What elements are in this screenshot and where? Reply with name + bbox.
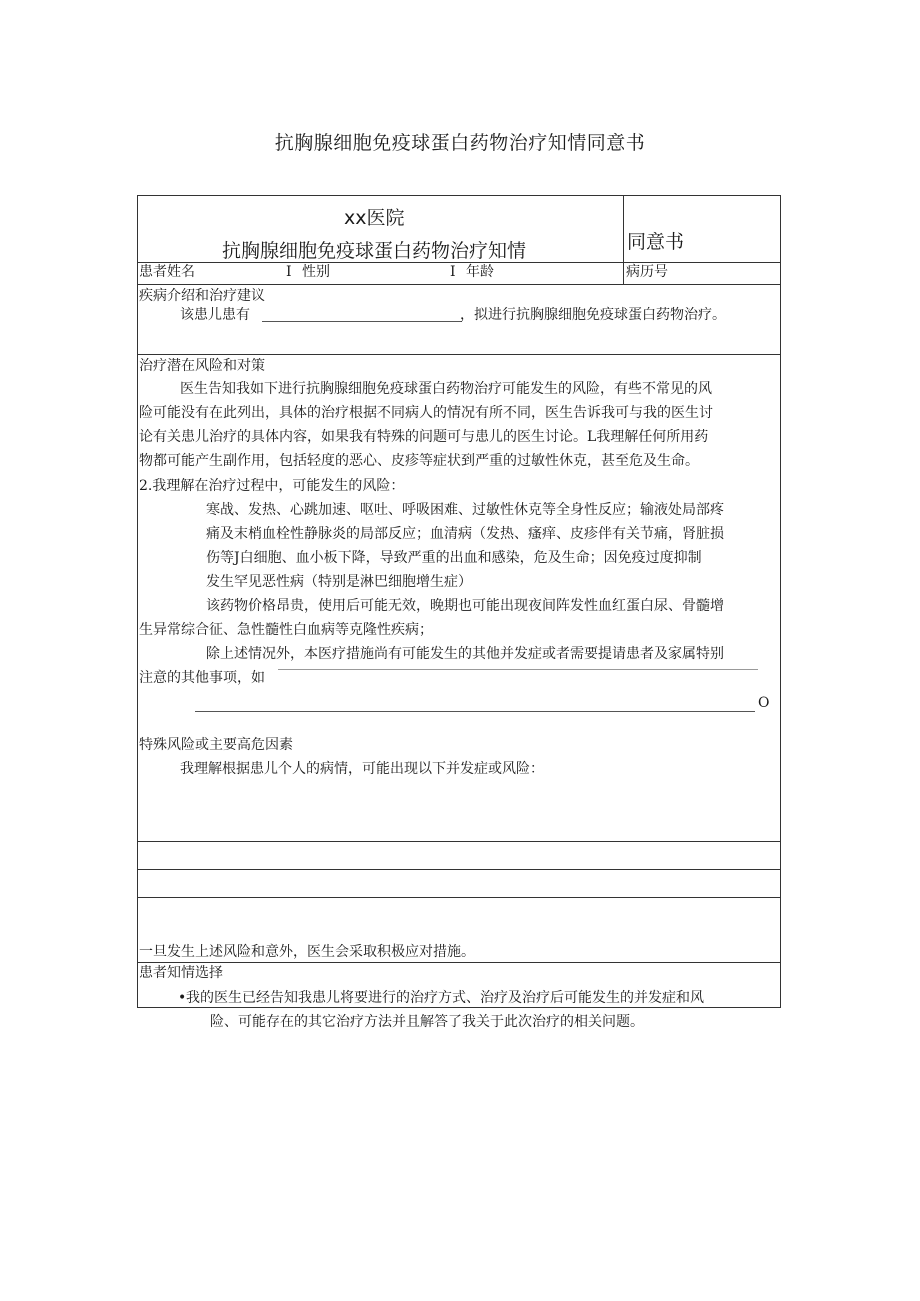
record-divider [623,262,624,284]
row-divider [138,284,780,285]
other-risks-line: 除上述情况外，本医疗措施尚有可能发生的其他并发症或者需要提请患者及家属特别 [206,646,724,662]
other-risks-blank[interactable] [278,669,758,670]
diagnosis-suffix: ，拟进行抗胸腺细胞免疫球蛋白药物治疗。 [460,307,726,323]
risk-intro-line: 医生告知我如下进行抗胸腺细胞免疫球蛋白药物治疗可能发生的风险，有些不常见的风 [180,381,712,397]
diagnosis-prefix: 该患儿患有 [180,307,250,323]
choice-line: 险、可能存在的其它治疗方法并且解答了我关于此次治疗的相关问题。 [210,1014,644,1030]
row-divider [138,262,780,263]
risk-intro-line: 险可能没有在此列出，具体的治疗根据不同病人的情况有所不同，医生告诉我可与我的医生讨 [139,405,713,421]
disease-heading: 疾病介绍和治疗建议 [139,288,265,304]
form-subtitle: 抗胸腺细胞免疫球蛋白药物治疗知情 [222,240,527,261]
end-mark: O [758,695,770,711]
risk-intro-line: 论有关患儿治疗的具体内容，如果我有特殊的问题可与患儿的医生讨论。L我理解任何所用药 [139,429,709,445]
price-line: 该药物价格昂贵，使用后可能无效，晚期也可能出现夜间阵发性血红蛋白尿、骨髓增 [206,598,724,614]
risk-intro-line: 物都可能产生副作用，包括轻度的恶心、皮疹等症状到严重的过敏性休克，甚至危及生命。 [139,453,699,469]
row-divider [138,897,780,898]
medical-record-label: 病历号 [626,264,668,280]
risk-detail-line: 发生罕见恶性病（特别是淋巴细胞增生症） [206,574,472,590]
age-separator: I [450,264,456,280]
risk-detail-line: 寒战、发热、心跳加速、呕吐、呼吸困难、过敏性休克等全身性反应；输液处局部疼 [206,502,724,518]
special-risk-text: 我理解根据患儿个人的病情，可能出现以下并发症或风险： [180,761,544,777]
row-divider [138,354,780,355]
hospital-name: xx医院 [344,207,405,229]
price-line: 生异常综合征、急性髓性白血病等克隆性疾病； [139,622,433,638]
gender-label: 性别 [302,264,330,280]
risk-detail-line: 痛及末梢血栓性静脉炎的局部反应；血清病（发热、瘙痒、皮疹伴有关节痛，肾脏损 [206,526,724,542]
other-risks-blank-2[interactable] [195,711,755,712]
row-divider [138,962,780,963]
diagnosis-blank[interactable] [262,321,462,322]
subtitle-clip [222,240,602,261]
choice-line: 我的医生已经告知我患儿将要进行的治疗方式、治疗及治疗后可能发生的并发症和风 [186,990,704,1006]
form-subtitle-end: 同意书 [627,231,685,253]
patient-name-label: 患者姓名 [139,264,195,280]
document-title: 抗胸腺细胞免疫球蛋白药物治疗知情同意书 [274,132,646,154]
bullet-icon: • [178,990,187,1006]
measures-text: 一旦发生上述风险和意外，医生会采取积极应对措施。 [139,944,475,960]
risk-item-2: 2.我理解在治疗过程中，可能发生的风险： [139,478,405,494]
row-divider [138,869,780,870]
special-risk-heading: 特殊风险或主要高危因素 [139,737,293,753]
other-risks-line: 注意的其他事项，如 [139,670,265,686]
row-divider [138,841,780,842]
choice-heading: 患者知情选择 [139,965,223,981]
risk-detail-line: 伤等J白细胞、血小板下降，导致严重的出血和感染，危及生命；因免疫过度抑制 [206,550,702,566]
consent-form-table [137,195,781,1030]
header-divider [623,196,624,262]
gender-separator: I [286,264,292,280]
risk-heading: 治疗潜在风险和对策 [139,358,265,374]
age-label: 年龄 [466,264,494,280]
